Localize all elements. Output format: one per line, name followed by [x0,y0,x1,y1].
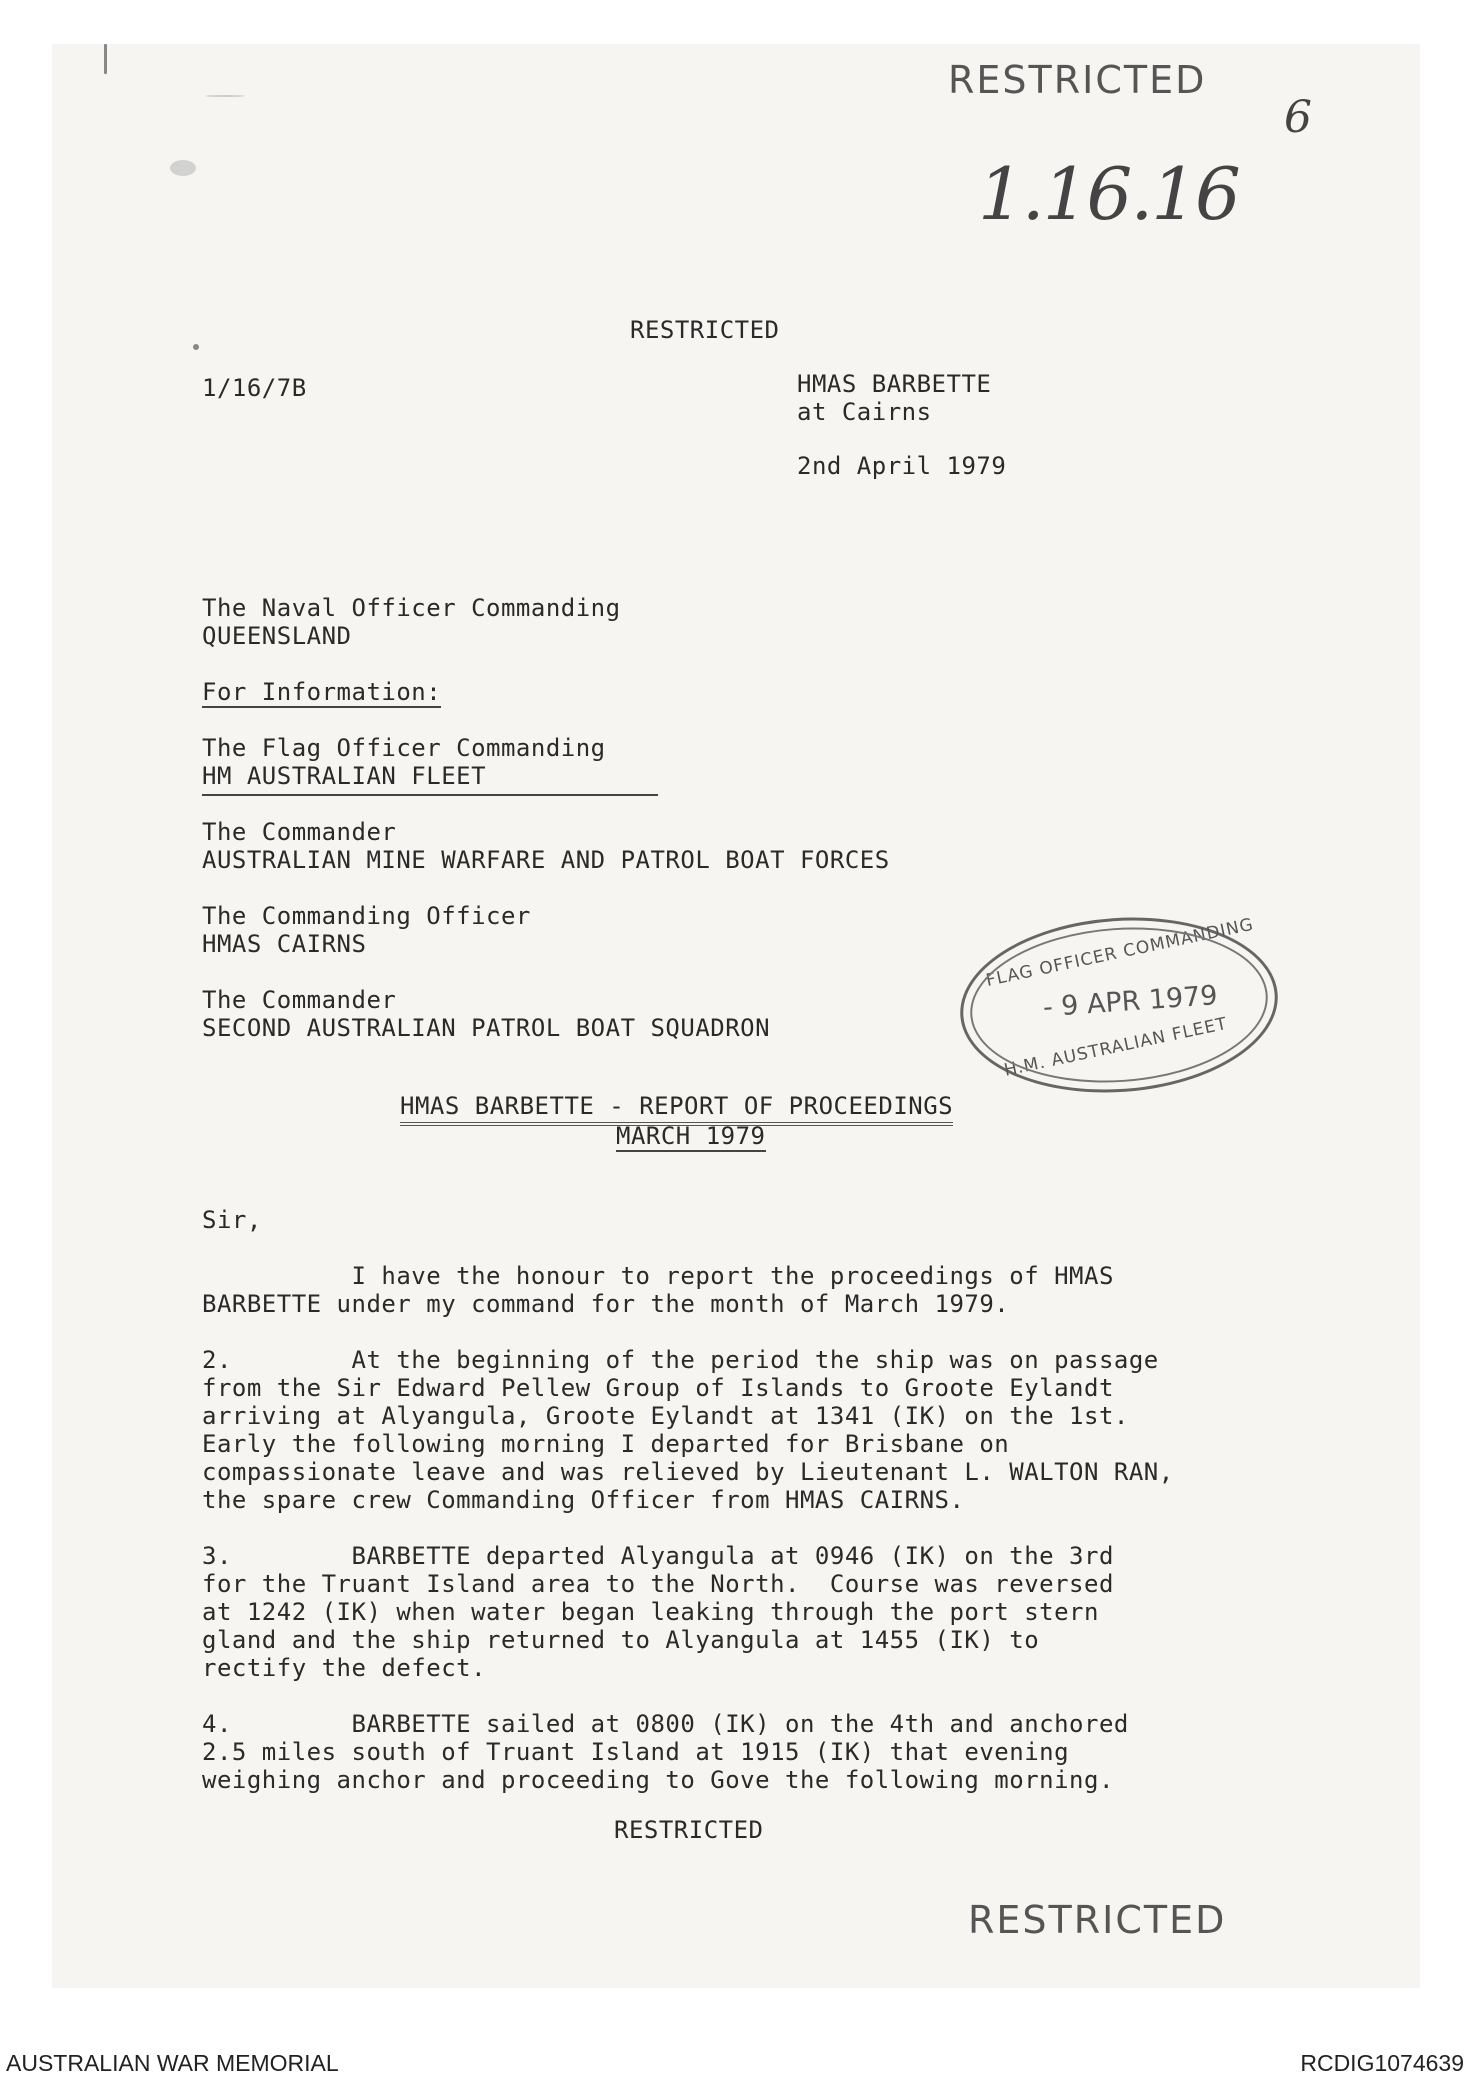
sender-ship: HMAS BARBETTE [797,370,992,398]
paragraph-line: arriving at Alyangula, Groote Eylandt at 1341 (IK) on the 1st. [202,1402,1129,1430]
letter-date: 2nd April 1979 [797,452,1007,480]
paragraph-line: 2.5 miles south of Truant Island at 1915 (IK) that evening [202,1738,1070,1766]
paragraph-line: compassionate leave and was relieved by Lieutenant L. WALTON RAN, [202,1458,1174,1486]
header-classification: RESTRICTED [630,316,780,344]
paragraph-line: Early the following morning I departed for Brisbane on [202,1430,1010,1458]
restricted-stamp-top: RESTRICTED [948,58,1207,102]
paragraph-line: 3. BARBETTE departed Alyangula at 0946 (IK) on the 3rd [202,1542,1114,1570]
stamp-bottom-text: H.M. AUSTRALIAN FLEET [1002,1013,1230,1081]
paragraph-line: BARBETTE under my command for the month of March 1979. [202,1290,1010,1318]
footer-classification: RESTRICTED [614,1816,764,1844]
handwritten-file-reference: 1.16.16 [978,152,1239,236]
report-period: MARCH 1979 [616,1122,766,1150]
sender-location: at Cairns [797,398,932,426]
paper-mark [170,160,196,176]
paper-mark [205,95,245,97]
paragraph-line: 2. At the beginning of the period the ship was on passage [202,1346,1159,1374]
paragraph-line: gland and the ship returned to Alyangula at 1455 (IK) to [202,1626,1040,1654]
paper-mark [104,44,107,74]
stamp-top-text: FLAG OFFICER COMMANDING [984,914,1256,991]
info-recipient-org: AUSTRALIAN MINE WARFARE AND PATROL BOAT FORCES [202,846,890,874]
info-recipient-title: The Commander [202,818,397,846]
paragraph-line: at 1242 (IK) when water began leaking through the port stern [202,1598,1099,1626]
report-subject: HMAS BARBETTE - REPORT OF PROCEEDINGS [400,1092,953,1126]
archive-item-id: RCDIG1074639 [1300,2050,1464,2076]
addressee-title: The Naval Officer Commanding [202,594,621,622]
info-recipient-title: The Flag Officer Commanding [202,734,606,762]
paragraph-line: I have the honour to report the proceedings of HMAS [202,1262,1114,1290]
info-recipient-title: The Commanding Officer [202,902,531,930]
file-reference: 1/16/7B [202,374,307,402]
info-recipient-org: HMAS CAIRNS [202,930,367,958]
info-recipient-title: The Commander [202,986,397,1014]
restricted-stamp-bottom: RESTRICTED [968,1898,1227,1942]
handwritten-page-number: 6 [1284,92,1312,143]
for-information-label: For Information: [202,678,442,706]
paper-mark [193,344,199,350]
paragraph-line: the spare crew Commanding Officer from HMAS CAIRNS. [202,1486,965,1514]
archive-credit: AUSTRALIAN WAR MEMORIAL [6,2050,339,2076]
stamp-date: - 9 APR 1979 [1041,980,1219,1024]
addressee-region: QUEENSLAND [202,622,352,650]
salutation: Sir, [202,1206,262,1234]
recipient-separator-line [202,794,658,796]
paragraph-line: rectify the defect. [202,1654,487,1682]
paragraph-line: for the Truant Island area to the North. Course was reversed [202,1570,1114,1598]
paragraph-line: from the Sir Edward Pellew Group of Islands to Groote Eylandt [202,1374,1114,1402]
info-recipient-org: HM AUSTRALIAN FLEET [202,762,487,790]
paragraph-line: 4. BARBETTE sailed at 0800 (IK) on the 4th and anchored [202,1710,1129,1738]
paragraph-line: weighing anchor and proceeding to Gove the following morning. [202,1766,1114,1794]
info-recipient-org: SECOND AUSTRALIAN PATROL BOAT SQUADRON [202,1014,771,1042]
